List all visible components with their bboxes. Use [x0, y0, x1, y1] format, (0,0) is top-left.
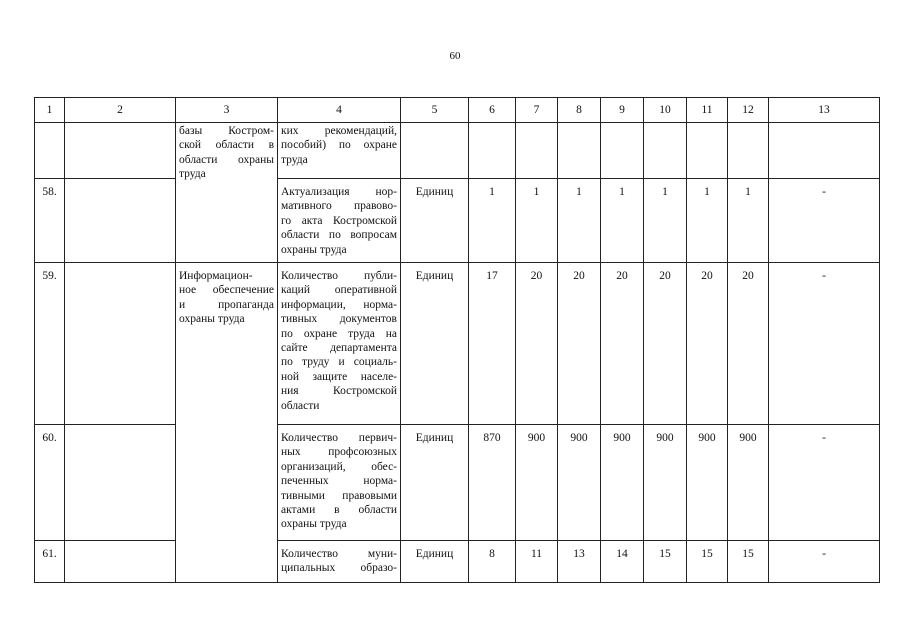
- column-header: 4: [278, 98, 401, 123]
- value-cell: 15: [644, 541, 687, 583]
- indicator-cell: Количество первич- ных профсоюзных организаций, обес- печенных норма- тивными правовыми актами в области охраны труда: [278, 425, 401, 541]
- value-cell: 900: [558, 425, 601, 541]
- program-indicators-table: [34, 97, 880, 583]
- column-header: 13: [769, 98, 880, 123]
- value-cell: 1: [644, 179, 687, 263]
- value-cell: 14: [601, 541, 644, 583]
- column-header: 6: [469, 98, 516, 123]
- indicator-cell: Количество муни- ципальных образо-: [278, 541, 401, 583]
- column-header: 3: [176, 98, 278, 123]
- column-header: 9: [601, 98, 644, 123]
- value-cell: 1: [728, 179, 769, 263]
- unit-cell: Единиц: [401, 179, 469, 263]
- value-cell: 20: [601, 263, 644, 425]
- value-cell: 20: [728, 263, 769, 425]
- note-cell: -: [769, 425, 880, 541]
- column-header: 1: [35, 98, 65, 123]
- note-cell: -: [769, 541, 880, 583]
- value-cell: 20: [644, 263, 687, 425]
- value-cell: 1: [558, 179, 601, 263]
- value-cell: 1: [687, 179, 728, 263]
- indicator-cell: Актуализация нор- мативного правово- го акта Костромской области по вопросам охраны труда: [278, 179, 401, 263]
- column-header: 5: [401, 98, 469, 123]
- indicator-cell: Количество публи- каций оперативной информации, норма- тивных документов по охране труда на сайте департамента по труду и социаль- ной защите населе- ния Костромской области: [278, 263, 401, 425]
- value-cell: 15: [728, 541, 769, 583]
- table-row: [35, 179, 880, 263]
- value-cell: 900: [601, 425, 644, 541]
- column-header: 12: [728, 98, 769, 123]
- task-cell: Информацион- ное обеспечение и пропаганда охраны труда: [176, 263, 278, 583]
- value-cell: 1: [601, 179, 644, 263]
- value-cell: 15: [687, 541, 728, 583]
- value-cell: 1: [516, 179, 558, 263]
- row-number: 59.: [35, 263, 65, 425]
- row-number: 61.: [35, 541, 65, 583]
- value-cell: 11: [516, 541, 558, 583]
- indicator-cell: ких рекомендаций, пособий) по охране труда: [278, 123, 401, 179]
- column-header: 7: [516, 98, 558, 123]
- column-header: 2: [65, 98, 176, 123]
- value-cell: 870: [469, 425, 516, 541]
- value-cell: 900: [644, 425, 687, 541]
- value-cell: 20: [558, 263, 601, 425]
- row-number: 60.: [35, 425, 65, 541]
- value-cell: 20: [516, 263, 558, 425]
- value-cell: 900: [516, 425, 558, 541]
- header-row: [35, 98, 880, 123]
- task-cell: базы Костром- ской области в области охраны труда: [176, 123, 278, 263]
- column-header: 11: [687, 98, 728, 123]
- value-cell: 900: [687, 425, 728, 541]
- table-row: [35, 263, 880, 425]
- value-cell: 13: [558, 541, 601, 583]
- table-row: [35, 425, 880, 541]
- column-header: 8: [558, 98, 601, 123]
- note-cell: -: [769, 263, 880, 425]
- value-cell: 20: [687, 263, 728, 425]
- row-number: 58.: [35, 179, 65, 263]
- unit-cell: Единиц: [401, 425, 469, 541]
- table-row-continuation: [35, 123, 880, 179]
- value-cell: 1: [469, 179, 516, 263]
- note-cell: -: [769, 179, 880, 263]
- unit-cell: Единиц: [401, 263, 469, 425]
- value-cell: 900: [728, 425, 769, 541]
- page-number: 60: [449, 50, 461, 62]
- table-row: [35, 541, 880, 583]
- value-cell: 17: [469, 263, 516, 425]
- unit-cell: Единиц: [401, 541, 469, 583]
- column-header: 10: [644, 98, 687, 123]
- value-cell: 8: [469, 541, 516, 583]
